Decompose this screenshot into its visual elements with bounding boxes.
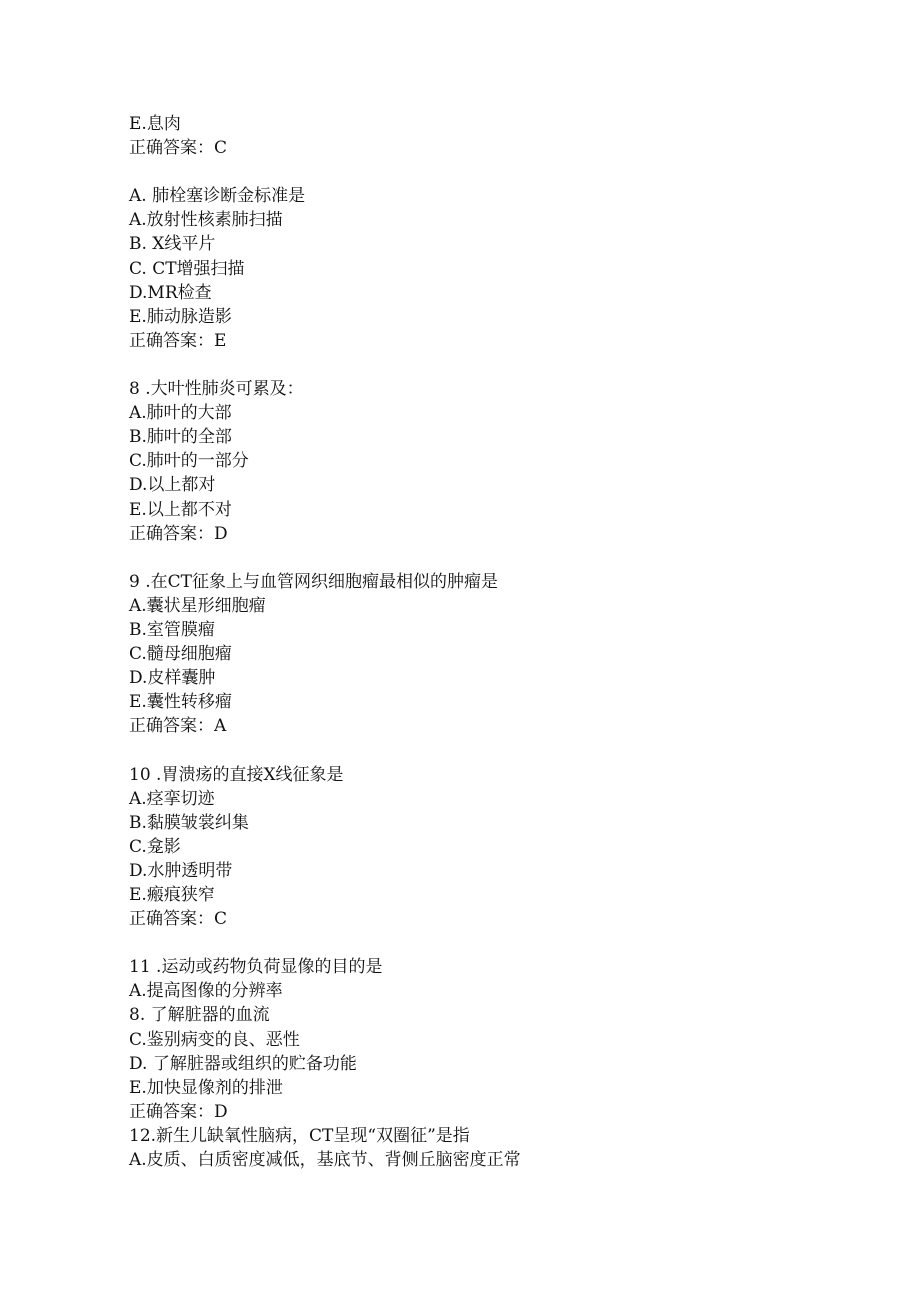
question-block [129, 955, 829, 1172]
answer-line: 正确答案：D [129, 523, 228, 544]
option-a: A.囊状星形细胞瘤 [129, 595, 266, 616]
option-a: A.放射性核素肺扫描 [129, 210, 283, 231]
option-d: D.水肿透明带 [129, 860, 233, 881]
option-d: D.MR检查 [129, 282, 212, 303]
option-c: C.龛影 [129, 836, 181, 857]
option-d: D.皮样囊肿 [129, 668, 216, 689]
block-gap [129, 353, 829, 377]
block-gap [129, 931, 829, 955]
option-d: D.以上都对 [129, 475, 216, 496]
option-c: C.髓母细胞瘤 [129, 644, 232, 665]
option-e: E.息肉 [129, 114, 181, 134]
option-e: E.以上都不对 [129, 499, 232, 520]
answer-line: 正确答案：A [129, 716, 227, 737]
option-a: A.皮质、白质密度减低，基底节、背侧丘脑密度正常 [129, 1150, 521, 1171]
option-e: E.瘢痕狭窄 [129, 885, 215, 905]
question-stem: 8 .大叶性肺炎可累及： [129, 379, 304, 400]
option-c: C.肺叶的一部分 [129, 451, 249, 472]
block-gap [129, 160, 829, 184]
block-gap [129, 738, 829, 762]
question-stem: 9 .在CT征象上与血管网织细胞瘤最相似的肿瘤是 [129, 571, 498, 592]
question-block [129, 184, 829, 353]
question-block [129, 377, 829, 546]
option-b: B.黏膜皱裳纠集 [129, 812, 249, 833]
answer-line: 正确答案：C [129, 138, 228, 159]
option-b: 8. 了解脏器的血流 [129, 1005, 270, 1026]
document-page [129, 112, 829, 1172]
answer-line: 正确答案：D [129, 1101, 228, 1122]
option-b: B. X线平片 [129, 234, 216, 255]
option-c: C.鉴别病变的良、恶性 [129, 1029, 300, 1050]
answer-line: 正确答案：C [129, 909, 228, 930]
question-stem: A. 肺栓塞诊断金标准是 [129, 186, 306, 207]
question-stem: 11 .运动或药物负荷显像的目的是 [129, 957, 383, 978]
answer-line: 正确答案：E [129, 330, 227, 351]
question-block [129, 570, 829, 739]
block-gap [129, 546, 829, 570]
option-e: E.囊性转移瘤 [129, 692, 232, 713]
question-block [129, 112, 829, 160]
question-block [129, 763, 829, 932]
option-d: D. 了解脏器或组织的贮备功能 [129, 1053, 357, 1074]
question-stem: 10 .胃溃疡的直接X线征象是 [129, 764, 344, 785]
option-b: B.室管膜瘤 [129, 619, 215, 640]
option-a: A.提高图像的分辨率 [129, 981, 283, 1002]
option-a: A.肺叶的大部 [129, 403, 232, 424]
option-c: C. CT增强扫描 [129, 258, 245, 279]
option-e: E.加快显像剂的排泄 [129, 1077, 283, 1098]
option-a: A.痉挛切迹 [129, 788, 215, 809]
option-e: E.肺动脉造影 [129, 306, 232, 327]
question-stem: 12.新生儿缺氧性脑病，CT呈现“双圈征”是指 [129, 1125, 470, 1146]
option-b: B.肺叶的全部 [129, 427, 232, 448]
